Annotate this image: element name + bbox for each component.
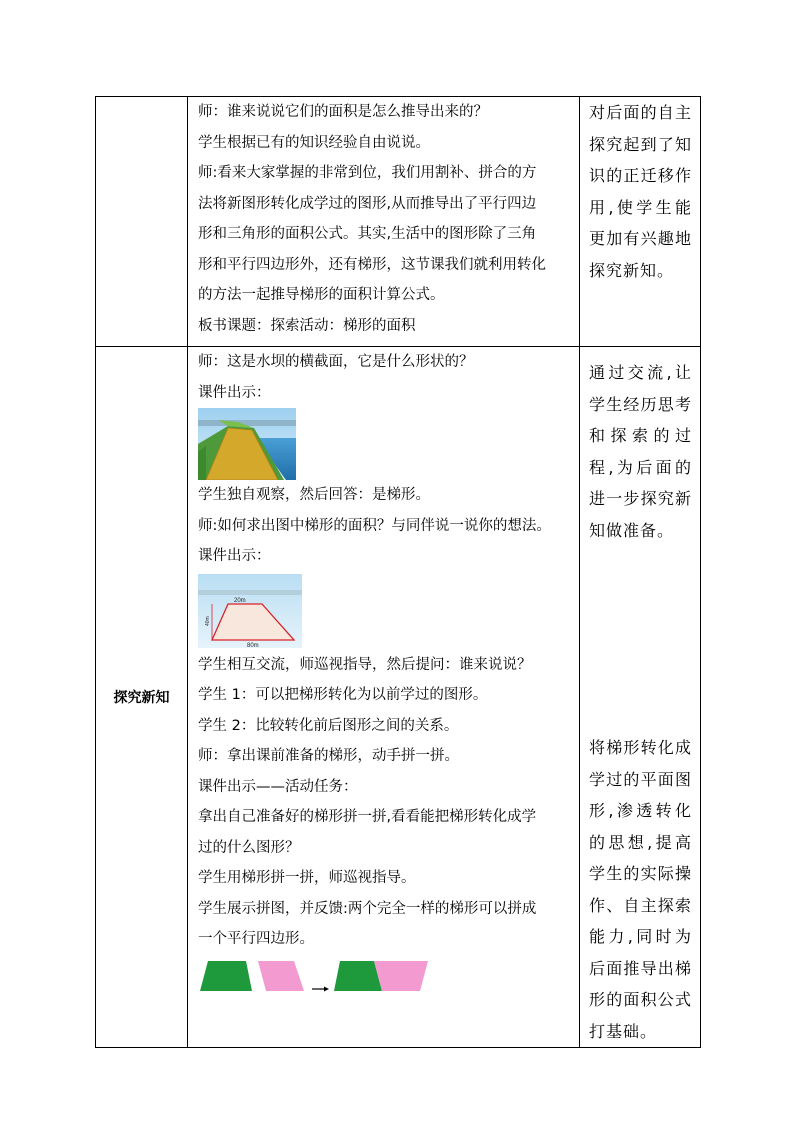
process-line: 板书课题：探索活动：梯形的面积 (198, 317, 416, 334)
process-line: 师：谁来说说它们的面积是怎么推导出来的？ (198, 104, 488, 120)
process-line: 的方法一起推导梯形的面积计算公式。 (198, 287, 445, 303)
intent-cell (580, 97, 701, 347)
stage-cell (96, 97, 188, 347)
process-line: 师：这是水坝的横截面，它是什么形状的？ (198, 354, 474, 370)
process-line: 过的什么图形？ (198, 839, 300, 856)
dam-picture (198, 408, 296, 480)
process-line: 课件出示： (198, 548, 271, 564)
process-line: 课件出示——活动任务： (198, 778, 358, 795)
arrow-right-icon (312, 986, 329, 991)
table-row (96, 347, 701, 1048)
green-trapezoid (200, 961, 252, 991)
process-line: 学生独自观察，然后回答：是梯形。 (198, 487, 430, 503)
height-dimension-label: 40m (205, 615, 211, 626)
design-intent-note: 对后面的自主探究起到了知识的正迁移作用,使学生能更加有兴趣地探究新知。 (589, 103, 692, 280)
dam-trapezoid-figure (198, 574, 302, 648)
process-line: 师：拿出课前准备的梯形，动手拼一拼。 (198, 748, 459, 764)
process-line: 课件出示： (198, 384, 271, 401)
process-line: 学生相互交流，师巡视指导，然后提问：谁来说说？ (198, 656, 532, 673)
design-intent-note: 通过交流,让学生经历思考和探索的过程,为后面的进一步探究新知做准备。 (589, 363, 692, 540)
trapezoid-combination-figure (198, 959, 430, 993)
pink-trapezoid (258, 961, 304, 991)
top-dimension-label: 20m (234, 597, 246, 604)
design-intent-note: 将梯形转化成学过的平面图形,渗透转化的思想,提高学生的实际操作、自主探索能力,同时为后面推导出梯形的面积公式打基础。 (589, 738, 692, 1041)
table-row (96, 97, 701, 347)
process-line: 师:看来大家掌握的非常到位，我们用割补、拼合的方 (198, 165, 537, 181)
parallelogram-pink-half (374, 961, 428, 991)
process-line: 学生 2：比较转化前后图形之间的关系。 (198, 717, 459, 734)
process-line: 拿出自己准备好的梯形拼一拼,看看能把梯形转化成学 (198, 809, 537, 825)
process-line: 学生展示拼图，并反馈:两个完全一样的梯形可以拼成 (198, 900, 537, 917)
process-line: 一个平行四边形。 (198, 931, 314, 947)
stage-cell: 探究新知 (96, 347, 188, 1048)
process-line: 学生用梯形拼一拼，师巡视指导。 (198, 870, 416, 886)
process-line: 学生根据已有的知识经验自由说说。 (198, 134, 430, 151)
process-line: 法将新图形转化成学过的图形,从而推导出了平行四边 (198, 195, 537, 212)
bottom-dimension-label: 80m (247, 642, 259, 648)
process-line: 形和三角形的面积公式。其实,生活中的图形除了三角 (198, 226, 537, 242)
process-line: 学生 1：可以把梯形转化为以前学过的图形。 (198, 687, 488, 703)
process-line: 形和平行四边形外，还有梯形，这节课我们就利用转化 (198, 256, 546, 273)
process-cell (188, 347, 580, 1048)
parallelogram-green-half (334, 961, 382, 991)
process-line: 师:如何求出图中梯形的面积？与同伴说一说你的想法。 (198, 517, 551, 534)
intent-cell (580, 347, 701, 1048)
lesson-table (95, 96, 701, 1048)
process-cell (188, 97, 580, 347)
